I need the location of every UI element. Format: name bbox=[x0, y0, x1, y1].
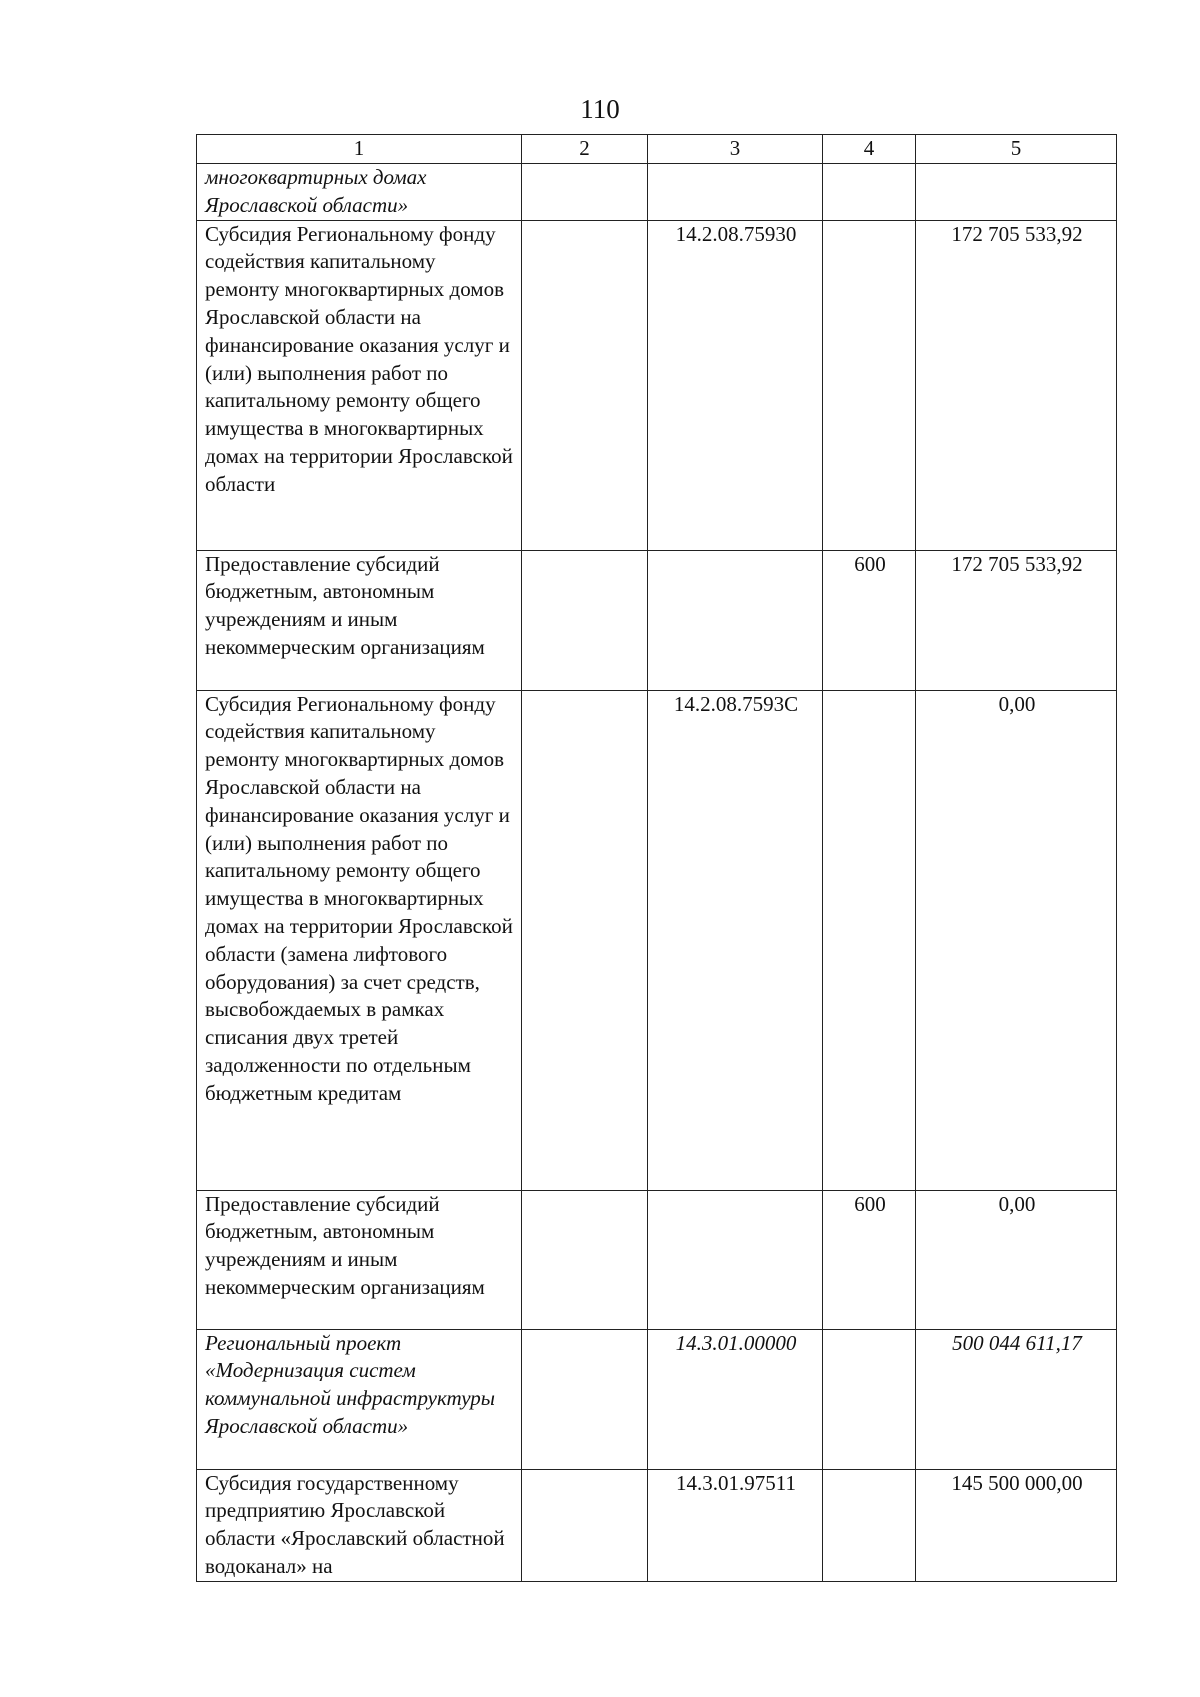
table-row bbox=[197, 220, 1117, 550]
row-name-cell: Субсидия государственному предприятию Ярославской области «Ярославский областной водоканал» на bbox=[197, 1469, 522, 1581]
row-expense-type-cell bbox=[823, 1329, 916, 1469]
row-name-cell: многоквартирных домах Ярославской области» bbox=[197, 164, 522, 221]
row-code-cell: 14.2.08.7593С bbox=[648, 690, 823, 1190]
table-header-row bbox=[197, 135, 1117, 164]
row-col2-cell bbox=[522, 1329, 648, 1469]
row-col2-cell bbox=[522, 164, 648, 221]
column-header-1: 1 bbox=[197, 135, 522, 164]
row-code-cell bbox=[648, 1190, 823, 1329]
row-col2-cell bbox=[522, 1469, 648, 1581]
page-number: 110 bbox=[580, 94, 620, 124]
row-name-cell: Субсидия Региональному фонду содействия капитальному ремонту многоквартирных домов Ярославской области на финансирование оказания услуг и (или) выполнения работ по капитальному ремонту общего имущества в многоквартирных домах на территории Ярославской области (замена лифтового оборудования) за счет средств, высвобождаемых в рамках списания двух третей задолженности по отдельным бюджетным кредитам bbox=[197, 690, 522, 1190]
row-sum-cell: 0,00 bbox=[916, 690, 1117, 1190]
row-code-cell: 14.2.08.75930 bbox=[648, 220, 823, 550]
column-header-2: 2 bbox=[522, 135, 648, 164]
row-code-cell bbox=[648, 164, 823, 221]
table-row bbox=[197, 1469, 1117, 1581]
row-col2-cell bbox=[522, 220, 648, 550]
row-sum-cell: 172 705 533,92 bbox=[916, 220, 1117, 550]
row-expense-type-cell bbox=[823, 164, 916, 221]
table-row bbox=[197, 1190, 1117, 1329]
budget-table bbox=[196, 134, 1117, 1582]
table-row bbox=[197, 1329, 1117, 1469]
row-expense-type-cell bbox=[823, 220, 916, 550]
row-code-cell: 14.3.01.00000 bbox=[648, 1329, 823, 1469]
row-sum-cell: 172 705 533,92 bbox=[916, 550, 1117, 690]
row-name-cell: Субсидия Региональному фонду содействия капитальному ремонту многоквартирных домов Ярославской области на финансирование оказания услуг и (или) выполнения работ по капитальному ремонту общего имущества в многоквартирных домах на территории Ярославской области bbox=[197, 220, 522, 550]
row-sum-cell: 145 500 000,00 bbox=[916, 1469, 1117, 1581]
row-expense-type-cell bbox=[823, 690, 916, 1190]
row-code-cell: 14.3.01.97511 bbox=[648, 1469, 823, 1581]
row-expense-type-cell: 600 bbox=[823, 550, 916, 690]
row-expense-type-cell bbox=[823, 1469, 916, 1581]
row-col2-cell bbox=[522, 690, 648, 1190]
row-name-cell: Предоставление субсидий бюджетным, автономным учреждениям и иным некоммерческим организациям bbox=[197, 550, 522, 690]
row-col2-cell bbox=[522, 1190, 648, 1329]
row-name-cell: Региональный проект «Модернизация систем коммунальной инфраструктуры Ярославской области» bbox=[197, 1329, 522, 1469]
table-row bbox=[197, 164, 1117, 221]
row-expense-type-cell: 600 bbox=[823, 1190, 916, 1329]
row-sum-cell: 500 044 611,17 bbox=[916, 1329, 1117, 1469]
table-row bbox=[197, 550, 1117, 690]
row-name-cell: Предоставление субсидий бюджетным, автономным учреждениям и иным некоммерческим организациям bbox=[197, 1190, 522, 1329]
row-col2-cell bbox=[522, 550, 648, 690]
row-code-cell bbox=[648, 550, 823, 690]
row-sum-cell bbox=[916, 164, 1117, 221]
row-sum-cell: 0,00 bbox=[916, 1190, 1117, 1329]
column-header-4: 4 bbox=[823, 135, 916, 164]
table-row bbox=[197, 690, 1117, 1190]
column-header-5: 5 bbox=[916, 135, 1117, 164]
column-header-3: 3 bbox=[648, 135, 823, 164]
